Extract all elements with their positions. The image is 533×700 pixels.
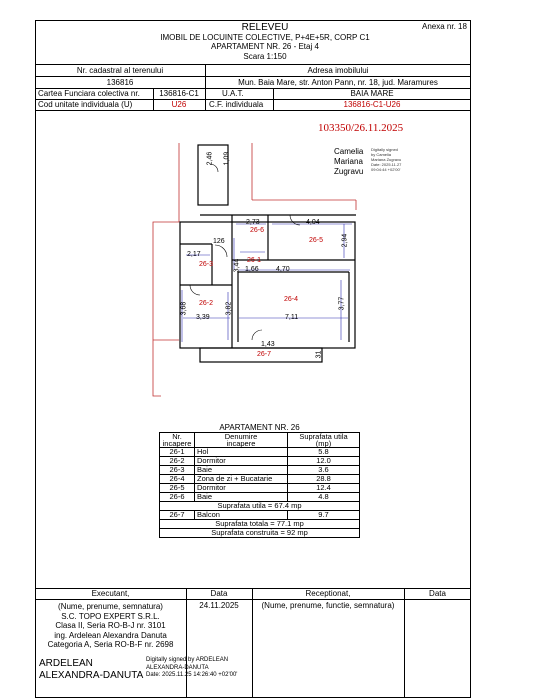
stamp-signer-name: Camelia Mariana Zugravu [334,147,364,176]
table-sum-row: Suprafata utila = 67.4 mp [160,502,360,511]
date-label: Data [210,589,228,598]
dimension-label: 1,43 [261,341,275,348]
uat-value: BAIA MARE [350,89,394,98]
table-row: 26-5 Dormitor 12.4 [160,484,360,493]
dimension-label: 1,09 [223,151,231,166]
scale-label: Scara 1:150 [243,52,287,61]
cf-individual-value: 136816-C1-U26 [343,100,401,109]
address-value: Mun. Baia Mare, str. Anton Pann, nr. 18, jud. Maramures [238,78,438,87]
executant-details: (Nume, prenume, semnatura) S.C. TOPO EXPERT S.R.L. Clasa II, Seria RO-B-J nr. 3101 ing. Ardelean Alexandra Danuta Categoria A, Seria RO-B-F nr. 2698 [47,602,174,649]
cf-value: 136816-C1 [159,89,199,98]
dimension-label: 3,39 [196,314,210,321]
table-title: APARTAMENT NR. 26 [219,423,300,432]
dimension-label: 2,46 [206,151,214,166]
executant-label: Executant, [91,589,130,598]
table-row: 26-4 Zona de zi + Bucatarie 28.8 [160,475,360,484]
table-sum-row: Suprafata totala = 77.1 mp [160,520,360,529]
dimension-label: 2,94 [341,233,349,248]
dimension-label: 7,11 [285,314,299,321]
doc-title: RELEVEU [241,22,289,33]
room-label: 26-1 [247,257,262,264]
cf-individual-label: C.F. individuala [209,100,264,109]
room-label: 26-3 [199,261,214,268]
receptionat-details: (Nume, prenume, functie, semnatura) [261,601,395,610]
dimension-label: 4,70 [276,266,290,273]
unit-value: U26 [171,100,187,109]
doc-subtitle: IMOBIL DE LOCUINTE COLECTIVE, P+4E+5R, CORP C1 [160,33,370,42]
cf-label: Cartea Funciara colectiva nr. [38,89,140,98]
dimension-label: 2,73 [246,219,260,226]
dimension-label: 2,17 [187,251,201,258]
address-label: Adresa imobilului [307,66,369,75]
room-label: 26-2 [199,300,214,307]
dimension-label: 3,82 [225,301,233,316]
room-label: 26-5 [309,237,324,244]
table-header-row: Nr. incapere Denumire incapere Suprafata utila (mp) [160,433,360,448]
stamp-digital-signature: Digitally signed by Camelia Mariana Zugravu Date: 2025.11.27 09:04:44 +02'00' [371,147,402,172]
uat-label: U.A.T. [222,89,244,98]
table-row: 26-6 Baie 4.8 [160,493,360,502]
dimension-label: 4,04 [306,219,320,226]
rooms-table [159,432,360,538]
dimension-label: 126 [213,238,225,245]
cadastral-label: Nr. cadastral al terenului [76,66,164,75]
table-sum-row: Suprafata construita = 92 mp [160,529,360,538]
cadastral-value: 136816 [106,78,134,87]
unit-label: Cod unitate individuala (U) [38,100,133,109]
apartment-label: APARTAMENT NR. 26 - Etaj 4 [211,42,319,51]
table-row: 26-7 Balcon 9.7 [160,511,360,520]
dimension-label: 1,66 [245,266,259,273]
table-row: 26-3 Baie 3.6 [160,466,360,475]
receptionat-label: Receptionat, [305,589,351,598]
digital-signature-info: Digitally signed by ARDELEAN ALEXANDRA-DANUTA Date: 2025.11.25 14:26:40 +02'00' [146,657,238,678]
dimension-label: 31 [315,350,323,359]
dimension-label: 3,68 [180,301,188,316]
executant-date: 24.11.2025 [199,601,239,610]
annex-number: Anexa nr. 18 [422,22,467,31]
dimension-label: 3,77 [338,296,346,311]
room-label: 26-4 [284,296,299,303]
registration-stamp: 103350/26.11.2025 [318,122,404,134]
dimension-label: 3,44 [233,258,241,273]
date-label: Data [429,589,446,598]
room-label: 26-6 [250,227,265,234]
table-row: 26-2 Dormitor 12.0 [160,457,360,466]
digital-signature-name: ARDELEAN ALEXANDRA-DANUTA [39,658,144,681]
table-row: 26-1 Hol 5.8 [160,448,360,457]
room-label: 26-7 [257,351,272,358]
